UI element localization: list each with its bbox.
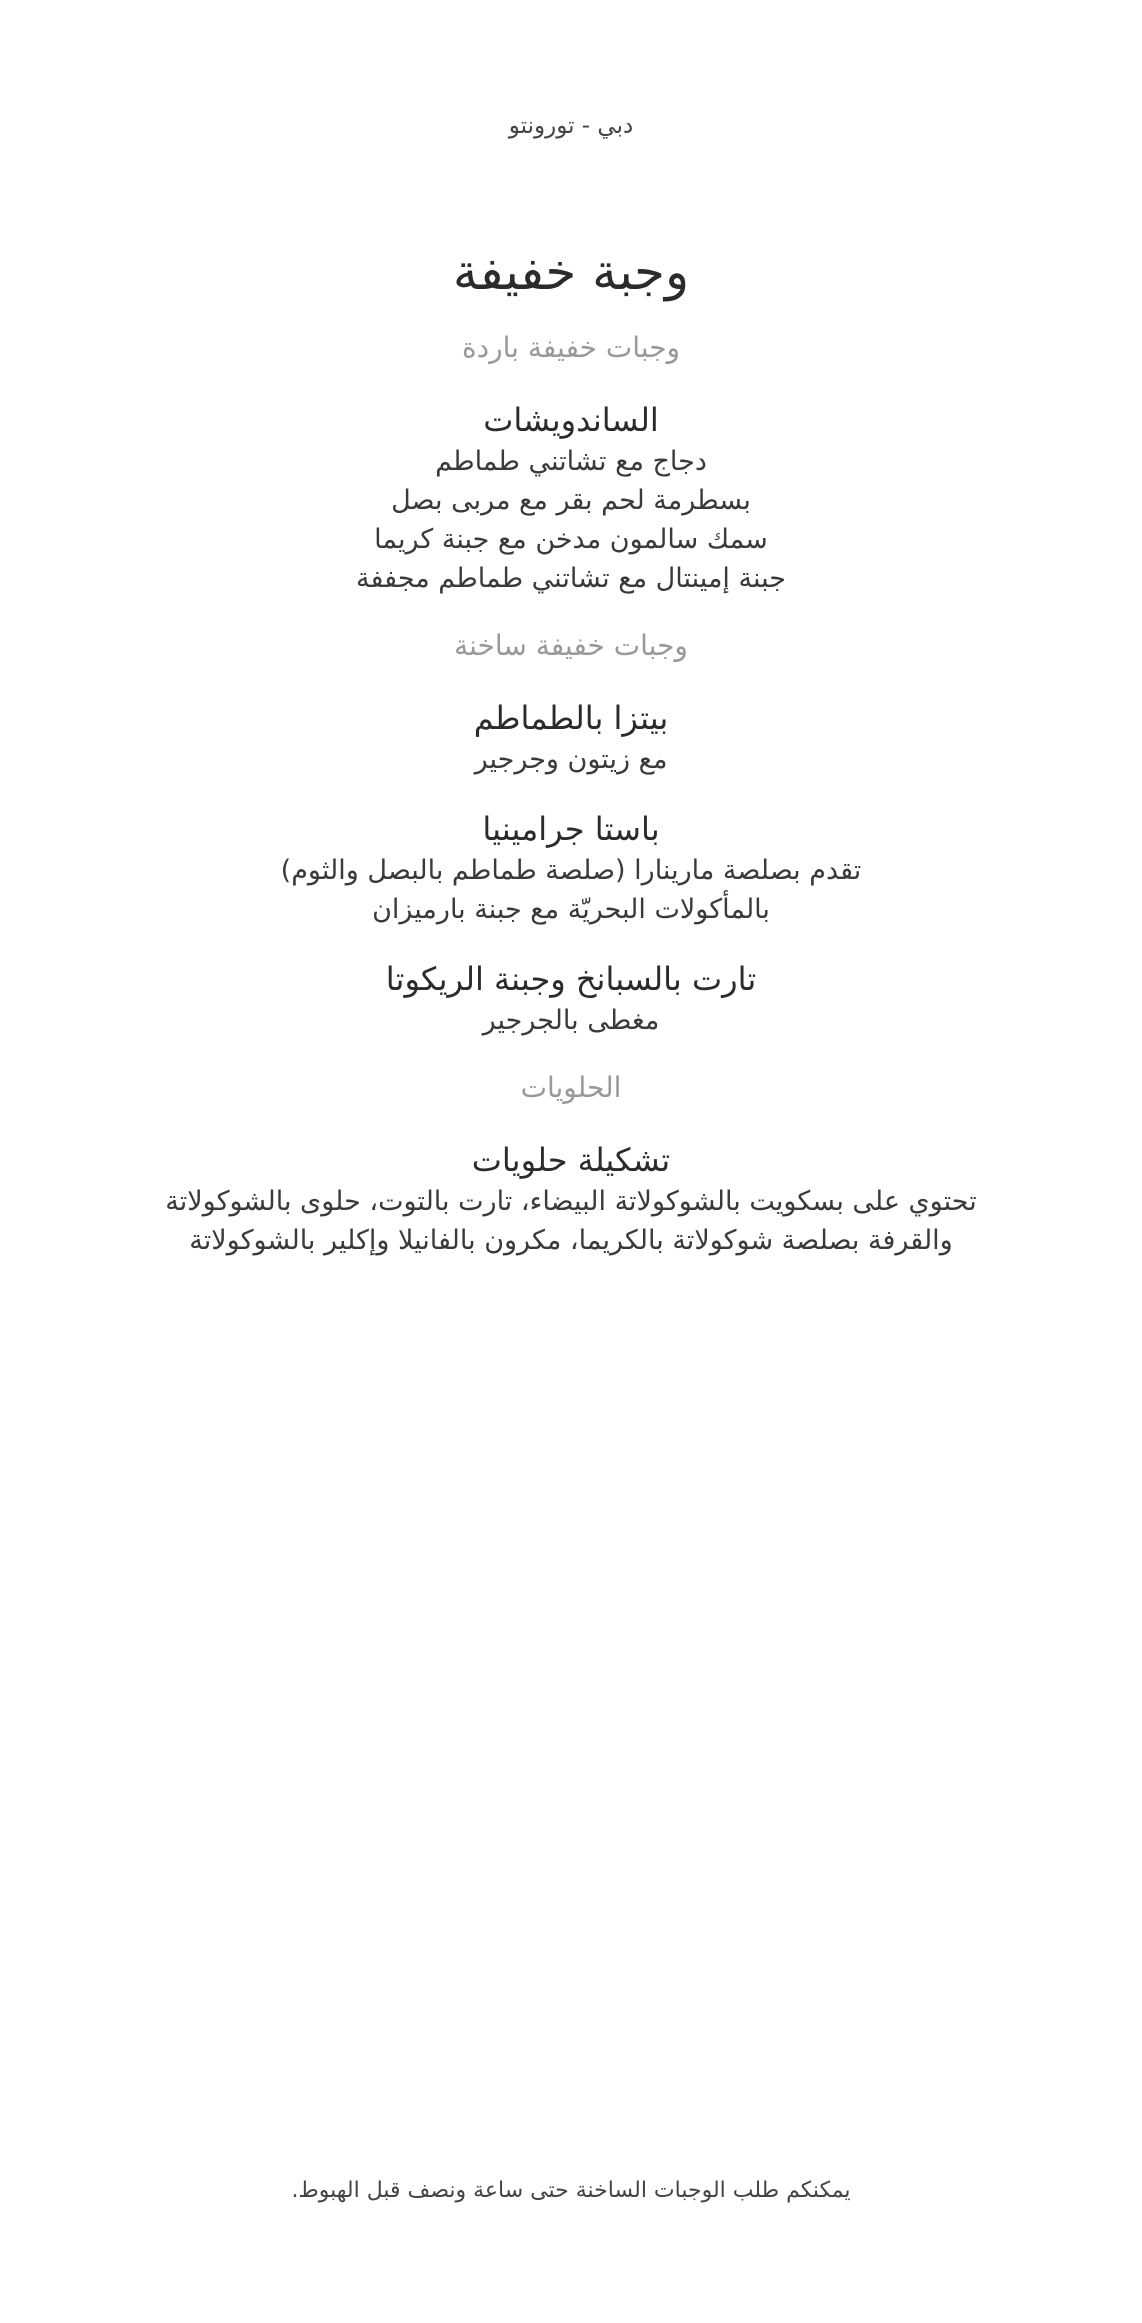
item-description-line: تقدم بصلصة مارينارا (صلصة طماطم بالبصل والثوم) [280, 855, 862, 886]
section-hot-snacks [0, 626, 1142, 1040]
item-description-line: دجاج مع تشاتني طماطم [435, 446, 707, 477]
section-desserts [0, 1068, 1142, 1260]
menu-item-pasta-gramigna [0, 807, 1142, 929]
menu-item-sandwiches [0, 398, 1142, 598]
item-description-line: جبنة إمينتال مع تشاتني طماطم مجففة [356, 563, 786, 594]
menu-item-spinach-ricotta-tart [0, 957, 1142, 1040]
footer-note: يمكنكم طلب الوجبات الساخنة حتى ساعة ونصف قبل الهبوط. [291, 2178, 851, 2203]
section-title: وجبات خفيفة ساخنة [454, 629, 688, 662]
item-description-line: بسطرمة لحم بقر مع مربى بصل [391, 485, 751, 516]
item-name: تشكيلة حلويات [471, 1141, 671, 1179]
section-cold-snacks [0, 328, 1142, 598]
flight-route: دبي - تورونتو [508, 113, 634, 139]
item-description-line: والقرفة بصلصة شوكولاتة بالكريما، مكرون بالفانيلا وإكلير بالشوكولاتة [189, 1225, 953, 1256]
item-name: باستا جرامينيا [482, 810, 660, 848]
menu [0, 240, 1142, 1288]
item-description-line: مغطى بالجرجير [482, 1005, 660, 1036]
item-description-line: تحتوي على بسكويت بالشوكولاتة البيضاء، تارت بالتوت، حلوى بالشوكولاتة [165, 1186, 977, 1217]
section-title: الحلويات [520, 1071, 622, 1104]
item-list [0, 696, 1142, 1040]
menu-item-dessert-selection [0, 1138, 1142, 1260]
item-name: بيتزا بالطماطم [473, 699, 669, 737]
item-name: تارت بالسبانخ وجبنة الريكوتا [385, 960, 757, 998]
item-description-line: بالمأكولات البحريّة مع جبنة بارميزان [372, 894, 770, 925]
item-name: الساندويشات [483, 401, 659, 439]
page-title: وجبة خفيفة [452, 243, 690, 301]
item-list [0, 1138, 1142, 1260]
item-list [0, 398, 1142, 598]
menu-item-tomato-pizza [0, 696, 1142, 779]
section-title: وجبات خفيفة باردة [461, 331, 681, 364]
item-description-line: مع زيتون وجرجير [474, 744, 668, 775]
item-description-line: سمك سالمون مدخن مع جبنة كريما [374, 524, 768, 555]
